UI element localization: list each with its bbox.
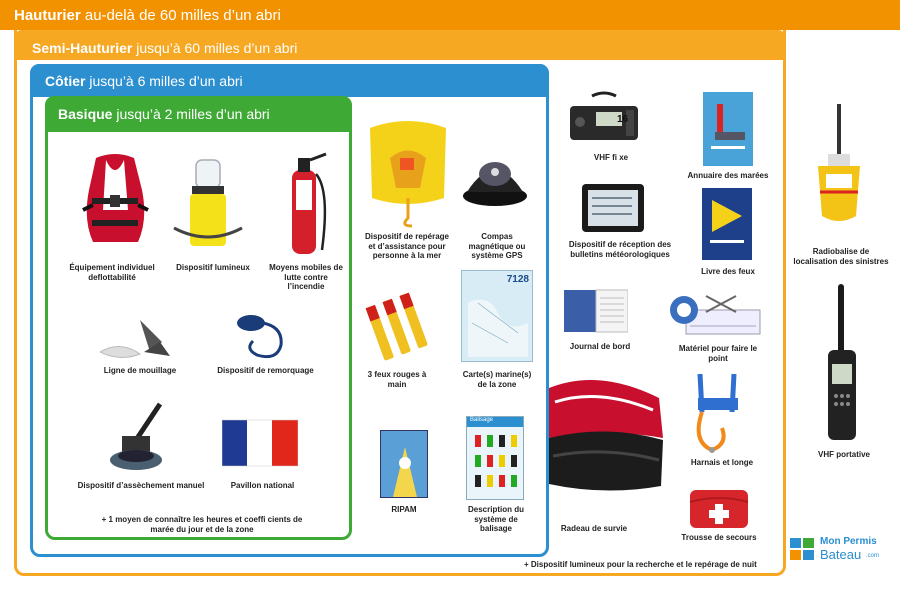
light-icon xyxy=(172,158,244,253)
vhf-fixed-icon xyxy=(566,90,642,146)
item-label-point: Matériel pour faire le point xyxy=(678,344,758,363)
zone-cotier-range: jusqu’à 6 milles d’un abri xyxy=(89,73,243,89)
anchor-icon xyxy=(100,312,180,364)
navigation-tools-icon xyxy=(666,292,762,336)
zone-semi-hauturier-title xyxy=(32,40,297,56)
item-label-reperage: Dispositif de repérage et d’assistance pour personne à la mer xyxy=(364,232,450,261)
vhf-fixed-display: 16 xyxy=(617,114,629,125)
item-label-extincteur: Moyens mobiles de lutte contre l’incendie xyxy=(269,263,343,292)
brand-line2: Bateau xyxy=(820,547,862,562)
item-label-balisage: Description du système de balisage xyxy=(467,505,524,534)
hauturier-note: + Dispositif lumineux pour la recherche et le repérage de nuit xyxy=(524,560,757,569)
zone-cotier-title xyxy=(45,73,243,89)
item-label-journal: Journal de bord xyxy=(569,342,631,351)
zone-hauturier-range: au-delà de 60 milles d’un abri xyxy=(84,7,281,24)
life-jacket-icon xyxy=(78,150,153,255)
horseshoe-buoy-icon xyxy=(360,118,455,228)
item-label-mouillage: Ligne de mouillage xyxy=(103,366,177,375)
tow-rope-icon xyxy=(233,305,293,365)
bilge-pump-icon xyxy=(104,400,169,475)
zone-basique-title xyxy=(58,106,270,122)
item-label-lumineux: Dispositif lumineux xyxy=(176,263,250,272)
item-label-secours: Trousse de secours xyxy=(681,533,757,542)
zone-basique-range: jusqu’à 2 milles d’un abri xyxy=(116,106,270,122)
balisage-marks xyxy=(471,431,521,497)
item-label-vhf-portative: VHF portative xyxy=(817,450,870,459)
item-label-meteo: Dispositif de réception des bulletins météorologiques xyxy=(568,240,672,259)
zone-hauturier-name: Hauturier xyxy=(14,7,81,24)
zone-hauturier-title xyxy=(14,7,281,24)
brand-logo-squares-icon xyxy=(790,538,816,562)
item-label-radiobalise: Radiobalise de localisation des sinistres xyxy=(793,247,889,266)
ripam-cover-art xyxy=(385,443,425,497)
item-label-pavillon: Pavillon national xyxy=(230,481,295,490)
item-label-feux: 3 feux rouges à main xyxy=(367,370,427,389)
item-label-radeau: Radeau de survie xyxy=(560,524,628,533)
ripam-book-icon xyxy=(380,430,428,498)
item-label-ripam: RIPAM xyxy=(391,505,417,514)
item-label-harnais: Harnais et longe xyxy=(690,458,754,467)
item-label-annuaire: Annuaire des marées xyxy=(687,171,769,180)
item-label-compas: Compas magnétique ou système GPS xyxy=(468,232,526,261)
item-label-vhf-fixe: VHF fi xe xyxy=(593,153,629,162)
zone-semi-hauturier-name: Semi-Hauturier xyxy=(32,40,133,56)
french-flag-icon xyxy=(222,418,298,468)
item-label-assechement: Dispositif d’assèchement manuel xyxy=(77,481,205,490)
life-raft-icon xyxy=(549,368,665,494)
zone-semi-hauturier-range: jusqu’à 60 milles d’un abri xyxy=(136,40,298,56)
brand-suffix: .com xyxy=(866,553,880,559)
harness-icon xyxy=(688,372,748,454)
zone-basique-name: Basique xyxy=(58,106,113,122)
extinguisher-icon xyxy=(282,150,332,258)
flares-icon xyxy=(364,292,434,362)
epirb-icon xyxy=(816,104,862,234)
item-label-livre-feux: Livre des feux xyxy=(701,267,755,276)
zone-cotier-name: Côtier xyxy=(45,73,86,89)
item-label-gilet: Équipement individuel deflottabilité xyxy=(69,263,155,282)
item-label-cartes: Carte(s) marine(s) de la zone xyxy=(462,370,532,389)
compass-icon xyxy=(461,148,529,208)
nautical-chart-icon xyxy=(461,270,533,362)
vhf-portable-icon xyxy=(822,284,862,444)
brand-logo xyxy=(790,536,890,564)
first-aid-kit-icon xyxy=(688,482,750,530)
weather-receiver-icon xyxy=(582,184,644,232)
basique-note: + 1 moyen de connaître les heures et coeffi cients de marée du jour et de la zone xyxy=(101,515,303,534)
item-label-remorquage: Dispositif de remorquage xyxy=(217,366,314,375)
chart-number-label: 7128 xyxy=(506,274,529,285)
balisage-title: Balisage xyxy=(467,417,523,427)
chart-map-icon xyxy=(468,293,528,357)
light-list-icon xyxy=(702,188,752,260)
brand-line1: Mon Permis xyxy=(820,536,877,547)
logbook-icon xyxy=(564,288,628,334)
balisage-poster-icon xyxy=(466,416,524,500)
tide-almanac-icon xyxy=(703,92,753,166)
